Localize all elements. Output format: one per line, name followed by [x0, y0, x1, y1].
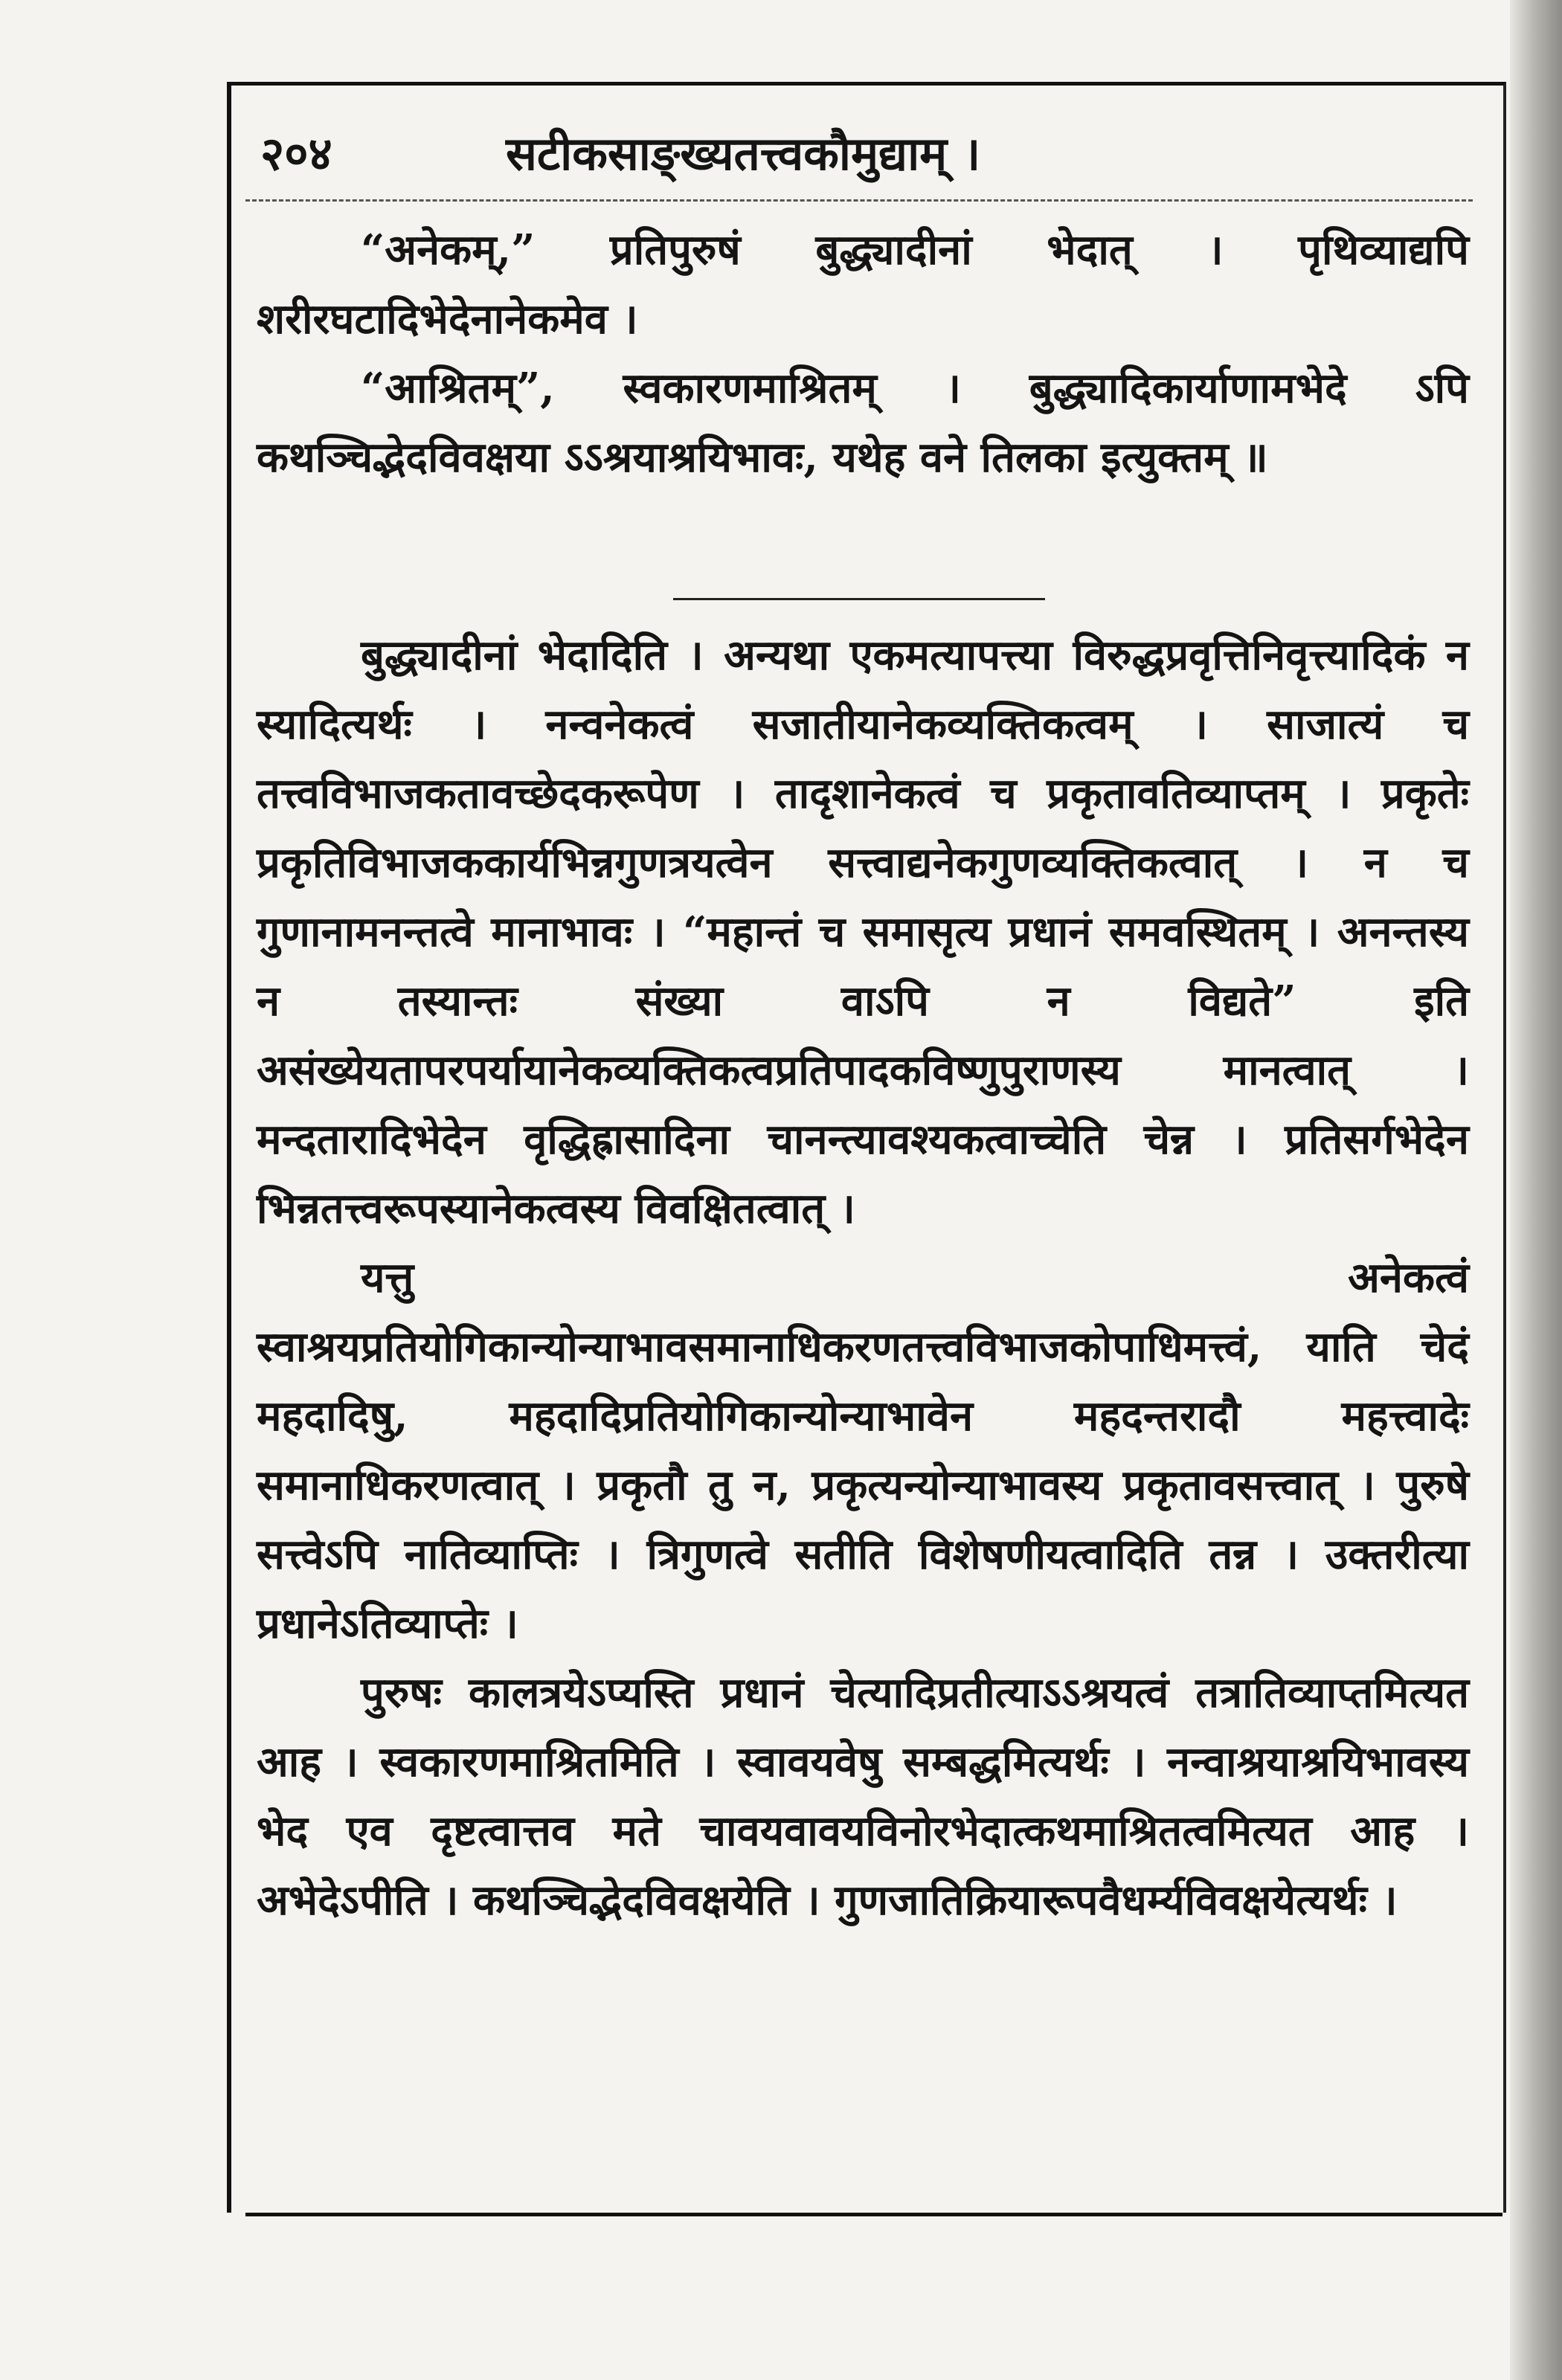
running-title: सटीकसाङ्ख्यतत्त्वकौमुद्याम् ।: [506, 126, 981, 181]
tika-paragraph-1: बुद्ध्यादीनां भेदादिति । अन्यथा एकमत्यापत्त्या विरुद्धप्रवृत्तिनिवृत्त्यादिकं न स्यादित्यर्थः । नन्वनेकत्वं सजातीयानेकव्यक्तिकत्वम् । साजात्यं च तत्त्वविभाजकतावच्छेदकरूपेण । तादृशानेकत्वं च प्रकृतावतिव्याप्तम् । प्रकृतेः प्रकृतिविभाजककार्यभिन्नगुणत्रयत्वेन सत्त्वाद्यनेकगुणव्यक्तिकत्वात् । न च गुणानामनन्तत्वे मानाभावः । “महान्तं च समासृत्य प्रधानं समवस्थितम् । अनन्तस्य न तस्यान्तः संख्या वाऽपि न विद्यते” इति असंख्येयतापरपर्यायानेकव्यक्तिकत्वप्रतिपादकविष्णुपुराणस्य मानत्वात् । मन्दतारादिभेदेन वृद्धिह्रासादिना चानन्त्यावश्यकत्वाच्चेति चेन्न । प्रतिसर्गभेदेन भिन्नतत्त्वरूपस्यानेकत्वस्य विवक्षितत्वात् ।: [257, 631, 1469, 1233]
mula-paragraph-2: “आश्रितम्”, स्वकारणमाश्रितम् । बुद्ध्यादिकार्याणामभेदे ऽपि कथञ्चिद्भेदविवक्षया ऽऽश्रयाश्रयिभावः, यथेह वने तिलका इत्युक्तम् ॥: [257, 364, 1469, 482]
tika-commentary: [257, 621, 1469, 1935]
tika-paragraph-2: यत्तु अनेकत्वं स्वाश्रयप्रतियोगिकान्योन्याभावसमानाधिकरणतत्त्वविभाजकोपाधिमत्त्वं, याति चेदं महदादिषु, महदादिप्रतियोगिकान्योन्याभावेन महदन्तरादौ महत्त्वादेः समानाधिकरणत्वात् । प्रकृतौ तु न, प्रकृत्यन्योन्याभावस्य प्रकृतावसत्त्वात् । पुरुषे सत्त्वेऽपि नातिव्याप्तिः । त्रिगुणत्वे सतीति विशेषणीयत्वादिति तन्न । उक्तरीत्या प्रधानेऽतिव्याप्तेः ।: [257, 1253, 1469, 1648]
header-wavy-rule: [245, 192, 1473, 202]
mula-paragraph-1: “अनेकम्,” प्रतिपुरुषं बुद्ध्यादीनां भेदात् । पृथिव्याद्यपि शरीरघटादिभेदेनानेकमेव ।: [257, 225, 1469, 344]
section-separator-line: [673, 598, 1045, 600]
tika-paragraph-3: पुरुषः कालत्रयेऽप्यस्ति प्रधानं चेत्यादिप्रतीत्याऽऽश्रयत्वं तत्रातिव्याप्तमित्यत आह । स्वकारणमाश्रितमिति । स्वावयवेषु सम्बद्धमित्यर्थः । नन्वाश्रयाश्रयिभावस्य भेद एव दृष्टत्वात्तव मते चावयवावयविनोरभेदात्कथमाश्रितत्वमित्यत आह । अभेदेऽपीति । कथञ्चिद्भेदविवक्षयेति । गुणजातिक्रियारूपवैधर्म्यविवक्षयेत्यर्थः ।: [257, 1668, 1469, 1925]
page-border-bottom: [245, 2213, 1502, 2216]
book-spine-shadow: [1510, 0, 1562, 2380]
page-header: [257, 112, 1447, 193]
mula-text: [257, 216, 1469, 492]
page-number: २०४: [260, 126, 332, 181]
